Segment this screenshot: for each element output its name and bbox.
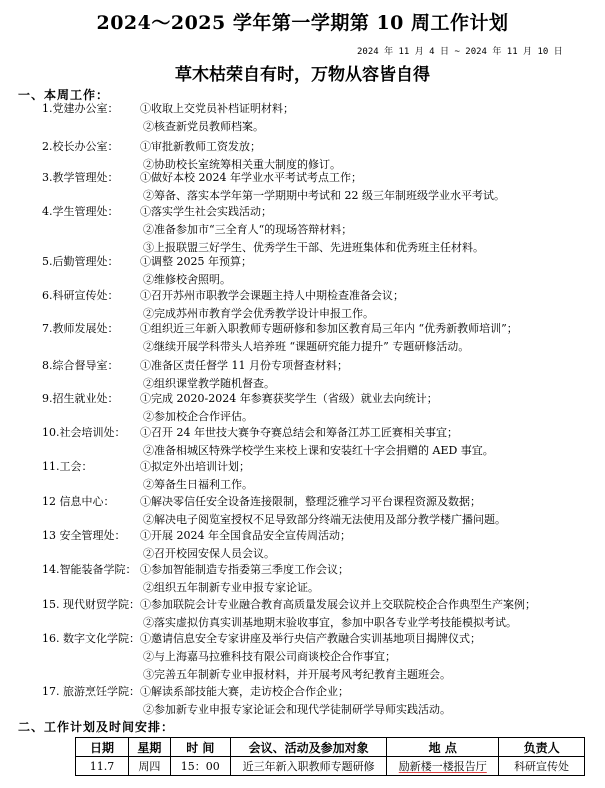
date-range: 2024 年 11 月 4 日 ~ 2024 年 11 月 10 日: [357, 47, 563, 57]
dept-task-item: ③上报联盟三好学生、优秀学生干部、先进班集体和优秀班主任材料。: [143, 241, 484, 254]
dept-task-item: ②参加新专业申报专家论证会和现代学徒制研学导师实践活动。: [143, 703, 451, 716]
col-header-weekday: 星期: [128, 738, 170, 757]
dept-name: 16. 数字文化学院：: [42, 632, 140, 645]
dept-name: 17. 旅游烹饪学院：: [42, 685, 140, 698]
schedule-header-row: [76, 738, 585, 757]
dept-task-item: ②准备参加市“三全育人“的现场答辩材料；: [143, 223, 353, 236]
dept-name: 3.教学管理处：: [42, 171, 119, 184]
dept-task-item: ②继续开展学科带头人培养班 “课题研究能力提升” 专题研修活动。: [143, 340, 470, 353]
dept-task-item: ②协助校长室统筹相关重大制度的修订。: [143, 158, 341, 171]
cell-time: 15：00: [170, 757, 230, 776]
page-title: 2024～2025 学年第一学期第 10 周工作计划: [96, 12, 509, 34]
dept-name: 15. 现代财贸学院：: [42, 598, 140, 611]
dept-task-item: ②筹备生日福利工作。: [143, 478, 253, 491]
dept-task-item: ①收取上交党员补档证明材料；: [140, 102, 294, 115]
dept-task-item: ①解决零信任安全设备连接限制，整理泛雅学习平台课程资源及数据；: [140, 495, 481, 508]
dept-task-item: ①召开苏州市职教学会课题主持人中期检查准备会议；: [140, 289, 404, 302]
dept-task-item: ②参加校企合作评估。: [143, 410, 253, 423]
dept-name: 10.社会培训处：: [42, 426, 126, 439]
dept-task-item: ①拟定外出培训计划；: [140, 460, 250, 473]
dept-name: 12 信息中心：: [42, 495, 115, 508]
col-header-time: 时 间: [170, 738, 230, 757]
dept-task-item: ②组织课堂教学随机督查。: [143, 377, 275, 390]
dept-task-item: ③完善五年制新专业申报材料，并开展考风考纪教育主题班会。: [143, 668, 451, 681]
dept-task-item: ①完成 2020-2024 年参赛获奖学生（省级）就业去向统计；: [140, 392, 438, 405]
motto: 草木枯荣自有时，万物从容皆自得: [175, 65, 430, 85]
cell-date: 11.7: [76, 757, 129, 776]
cell-owner: 科研宣传处: [499, 757, 585, 776]
dept-task-item: ①参加智能制造专指委第三季度工作会议；: [140, 563, 349, 576]
dept-task-item: ②维修校舍照明。: [143, 273, 231, 286]
dept-name: 5.后勤管理处：: [42, 255, 119, 268]
col-header-date: 日期: [76, 738, 129, 757]
cell-event: 近三年新入职教师专题研修: [230, 757, 387, 776]
dept-name: 7.教师发展处：: [42, 322, 119, 335]
col-header-event: 会议、活动及参加对象: [230, 738, 387, 757]
dept-name: 8.综合督导室：: [42, 359, 119, 372]
dept-task-item: ②筹备、落实本学年第一学期期中考试和 22 级三年制班级学业水平考试。: [143, 189, 505, 202]
section-heading-schedule: 二、工作计划及时间安排：: [18, 720, 175, 734]
dept-task-item: ①准备区责任督学 11 月份专项督查材料；: [140, 359, 348, 372]
dept-task-item: ①落实学生社会实践活动；: [140, 205, 272, 218]
section-heading-weekly-work: 一、本周工作：: [18, 88, 110, 102]
dept-task-item: ②完成苏州市教育学会优秀教学设计申报工作。: [143, 307, 374, 320]
cell-location: 励新楼一楼报告厅: [387, 757, 499, 776]
dept-name: 2.校长办公室：: [42, 140, 119, 153]
col-header-owner: 负责人: [499, 738, 585, 757]
dept-name: 11.工会：: [42, 460, 93, 473]
dept-name: 1.党建办公室：: [42, 102, 119, 115]
dept-task-item: ①调整 2025 年预算；: [140, 255, 252, 268]
dept-task-item: ①做好本校 2024 年学业水平考试考点工作；: [140, 171, 362, 184]
dept-task-item: ②召开校园安保人员会议。: [143, 547, 275, 560]
dept-name: 14.智能装备学院：: [42, 563, 137, 576]
dept-task-item: ①审批新教师工资发放；: [140, 140, 261, 153]
dept-task-item: ②解决电子阅览室授权不足导致部分终端无法使用及部分教学楼广播问题。: [143, 513, 506, 526]
dept-name: 6.科研宣传处：: [42, 289, 119, 302]
dept-task-item: ②组织五年制新专业申报专家论证。: [143, 581, 319, 594]
dept-task-item: ①开展 2024 年全国食品安全宣传周活动；: [140, 529, 351, 542]
dept-name: 4.学生管理处：: [42, 205, 119, 218]
dept-task-item: ①解读系部技能大赛，走访校企合作企业；: [140, 685, 349, 698]
dept-name: 9.招生就业处：: [42, 392, 119, 405]
col-header-location: 地 点: [387, 738, 499, 757]
dept-task-item: ②核查新党员教师档案。: [143, 120, 264, 133]
schedule-table: [75, 737, 585, 776]
dept-task-item: ①召开 24 年世技大赛争夺赛总结会和筹备江苏工匠赛相关事宜；: [140, 426, 458, 439]
dept-task-item: ①邀请信息安全专家讲座及举行央信产教融合实训基地项目揭牌仪式；: [140, 632, 481, 645]
dept-task-item: ①参加联院会计专业融合教育高质量发展会议并上交联院校企合作典型生产案例；: [140, 598, 536, 611]
dept-task-item: ①组织近三年新入职教师专题研修和参加区教育局三年内 “优秀新教师培训”；: [140, 322, 518, 335]
dept-task-item: ②落实虚拟仿真实训基地期末验收事宜，参加中职各专业学考技能模拟考试。: [143, 616, 517, 629]
cell-weekday: 周四: [128, 757, 170, 776]
dept-task-item: ②与上海嘉马拉雅科技有限公司商谈校企合作事宜；: [143, 650, 396, 663]
dept-name: 13 安全管理处：: [42, 529, 126, 542]
table-row: [76, 757, 585, 776]
dept-task-item: ②准备相城区特殊学校学生来校上课和安装红十字会捐赠的 AED 事宜。: [143, 444, 494, 457]
